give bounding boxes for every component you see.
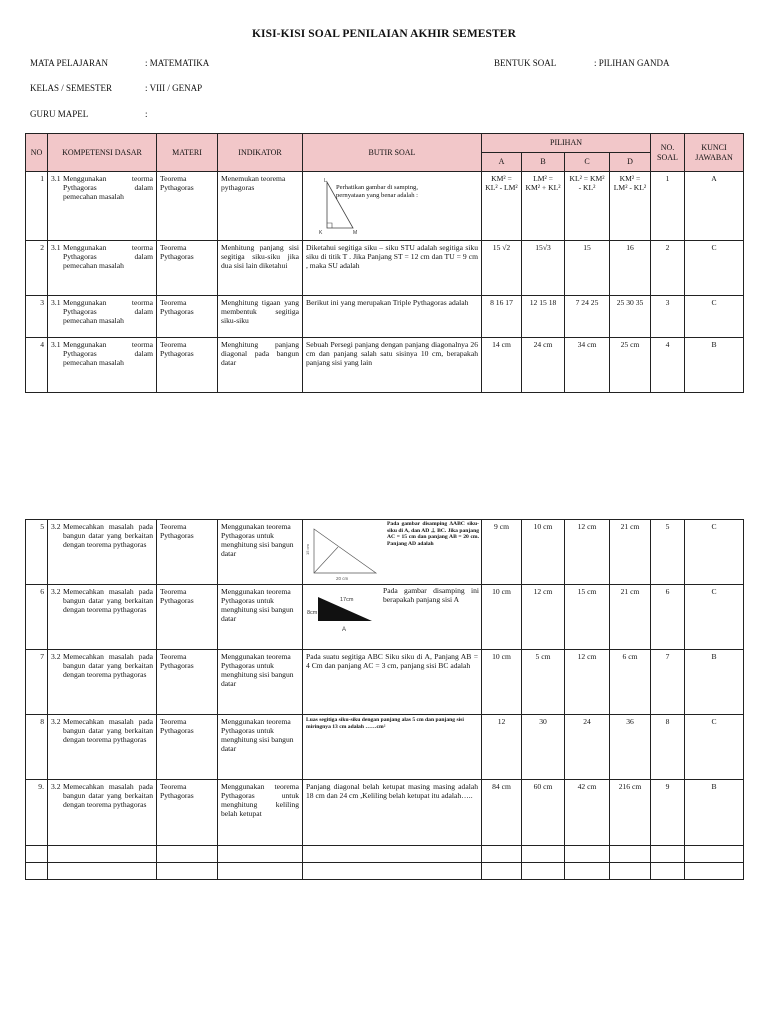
fig-label-a: A — [342, 627, 347, 633]
header-materi: MATERI — [157, 134, 218, 172]
black-triangle-figure — [306, 589, 380, 635]
nosoal: 5 — [651, 520, 685, 585]
option-a: 8 16 17 — [482, 296, 522, 338]
row-soal — [303, 172, 482, 241]
soal-text: Pada gambar disamping ini berapakah panjang sisi A — [383, 586, 479, 605]
header-c: C — [565, 153, 610, 172]
bentuk-value: : PILIHAN GANDA — [594, 58, 670, 68]
row-indikator: Menhitung panjang sisi segitiga siku-siku jika dua sisi lain diketahui — [218, 241, 303, 296]
option-a: 15 √2 — [482, 241, 522, 296]
row-materi: Teorema Pythagoras — [157, 780, 218, 846]
mapel-value: : MATEMATIKA — [145, 58, 210, 68]
header-b: B — [522, 153, 565, 172]
option-c: 15 — [565, 241, 610, 296]
kd-text: Menggunakan teorma Pythagoras dalam pemecahan masalah — [63, 298, 153, 326]
table-row — [26, 650, 744, 715]
row-materi: Teorema Pythagoras — [157, 172, 218, 241]
row-soal: Diketahui segitiga siku – siku STU adalah segitiga siku siku di titik T . Jika Panjang ST = 12 cm dan TU = 9 cm , maka SU adalah — [303, 241, 482, 296]
option-d: 25 30 35 — [610, 296, 651, 338]
kd-text: Memecahkan masalah pada bangun datar yang berkaitan dengan teorema pythagoras — [63, 652, 153, 680]
table-row — [26, 296, 744, 338]
header-no: NO — [26, 134, 48, 172]
table-row — [26, 780, 744, 846]
kelas-label: KELAS / SEMESTER — [30, 83, 113, 93]
fig-label-8cm: 8cm — [307, 610, 318, 616]
fig-label-17cm: 17cm — [340, 597, 354, 603]
row-soal: Berikut ini yang merupakan Triple Pythagoras adalah — [303, 296, 482, 338]
option-c: 7 24 25 — [565, 296, 610, 338]
header-d: D — [610, 153, 651, 172]
row-no: 5 — [26, 520, 48, 585]
kisi-table-2 — [25, 519, 744, 880]
fig-label-m: M — [353, 230, 358, 236]
row-soal — [303, 585, 482, 650]
kunci: C — [685, 296, 744, 338]
option-b: 5 cm — [522, 650, 565, 715]
option-a: 10 cm — [482, 650, 522, 715]
row-materi: Teorema Pythagoras — [157, 585, 218, 650]
document-title: KISI-KISI SOAL PENILAIAN AKHIR SEMESTER — [251, 28, 516, 40]
row-no: 7 — [26, 650, 48, 715]
option-a: 14 cm — [482, 338, 522, 393]
row-kd — [48, 338, 157, 393]
kd-text: Menggunakan teorma Pythagoras dalam pemecahan masalah — [63, 174, 153, 202]
nosoal: 4 — [651, 338, 685, 393]
kd-number: 3.1 — [51, 174, 61, 183]
kunci: C — [685, 241, 744, 296]
option-b: 24 cm — [522, 338, 565, 393]
option-a: 12 — [482, 715, 522, 780]
row-no: 8 — [26, 715, 48, 780]
row-kd — [48, 650, 157, 715]
option-a: KM² = KL² - LM² — [482, 172, 522, 241]
option-b: 30 — [522, 715, 565, 780]
row-no: 2 — [26, 241, 48, 296]
fig-label-15cm: 15 cm — [305, 544, 310, 555]
row-kd — [48, 241, 157, 296]
kunci: B — [685, 338, 744, 393]
kd-text: Memecahkan masalah pada bangun datar yang berkaitan dengan teorema pythagoras — [63, 522, 153, 550]
table-row — [26, 241, 744, 296]
row-materi: Teorema Pythagoras — [157, 296, 218, 338]
row-indikator: Menggunakan teorema Pythagoras untuk menghitung sisi bangun datar — [218, 585, 303, 650]
kd-number: 3.1 — [51, 243, 61, 252]
table-row — [26, 520, 744, 585]
row-indikator: Menghitung tigaan yang membentuk segitiga siku-siku — [218, 296, 303, 338]
fig-label-20cm: 20 cm — [336, 576, 349, 581]
kunci: C — [685, 715, 744, 780]
row-indikator: Menggunakan teorema Pythagoras untuk menghitung sisi bangun datar — [218, 715, 303, 780]
row-materi: Teorema Pythagoras — [157, 338, 218, 393]
header-indikator: INDIKATOR — [218, 134, 303, 172]
header-butir: BUTIR SOAL — [303, 134, 482, 172]
row-indikator: Menggunakan teorema Pythagoras untuk menghitung sisi bangun datar — [218, 520, 303, 585]
empty-row — [26, 863, 744, 880]
row-no: 3 — [26, 296, 48, 338]
mapel-label: MATA PELAJARAN — [30, 58, 109, 68]
option-a: 9 cm — [482, 520, 522, 585]
option-d: KM² = LM² - KL² — [610, 172, 651, 241]
option-a: 10 cm — [482, 585, 522, 650]
row-no: 1 — [26, 172, 48, 241]
row-soal: Panjang diagonal belah ketupat masing masing adalah 18 cm dan 24 cm ,Keliling belah ketupat itu adalah….. — [303, 780, 482, 846]
soal-text: Pada gambar disamping ΔABC siku-siku di A, dan AD ⊥ BC. Jika panjang AC = 15 cm dan panjang AB = 20 cm. Panjang AD adalah — [387, 521, 479, 548]
row-indikator: Menghitung panjang diagonal pada bangun datar — [218, 338, 303, 393]
option-b: 15√3 — [522, 241, 565, 296]
kunci: A — [685, 172, 744, 241]
header-nosoal: NO. SOAL — [651, 134, 685, 172]
kd-text: Menggunakan teorma Pythagoras dalam pemecahan masalah — [63, 243, 153, 271]
nosoal: 3 — [651, 296, 685, 338]
option-d: 216 cm — [610, 780, 651, 846]
guru-value: : — [145, 109, 148, 119]
row-soal: Pada suatu segitiga ABC Siku siku di A, Panjang AB = 4 Cm dan panjang AC = 3 cm, panjang sisi BC adalah — [303, 650, 482, 715]
option-b: 12 15 18 — [522, 296, 565, 338]
nosoal: 1 — [651, 172, 685, 241]
empty-row — [26, 846, 744, 863]
kisi-table-1 — [25, 133, 744, 393]
row-kd — [48, 780, 157, 846]
option-c: 12 cm — [565, 520, 610, 585]
option-a: 84 cm — [482, 780, 522, 846]
option-d: 21 cm — [610, 585, 651, 650]
row-soal: Sebuah Persegi panjang dengan panjang diagonalnya 26 cm dan panjang salah satu sisinya 10 cm, berapakah panjang sisi yang lain — [303, 338, 482, 393]
nosoal: 7 — [651, 650, 685, 715]
guru-label: GURU MAPEL — [30, 109, 89, 119]
row-indikator: Menggunakan teorema Pythagoras untuk menghitung keliling belah ketupat — [218, 780, 303, 846]
fig-label-l: L — [324, 178, 327, 184]
table-row — [26, 172, 744, 241]
soal-text: Perhatikan gambar di samping, pernyataan yang benar adalah : — [335, 184, 419, 199]
table-row — [26, 585, 744, 650]
option-c: 12 cm — [565, 650, 610, 715]
kd-number: 3.2 — [51, 652, 61, 661]
row-materi: Teorema Pythagoras — [157, 715, 218, 780]
option-b: LM² = KM² + KL² — [522, 172, 565, 241]
option-b: 60 cm — [522, 780, 565, 846]
nosoal: 6 — [651, 585, 685, 650]
option-c: 15 cm — [565, 585, 610, 650]
option-d: 36 — [610, 715, 651, 780]
kd-text: Memecahkan masalah pada bangun datar yang berkaitan dengan teorema pythagoras — [63, 587, 153, 615]
header-a: A — [482, 153, 522, 172]
header-kunci: KUNCI JAWABAN — [685, 134, 744, 172]
bentuk-label: BENTUK SOAL — [494, 58, 557, 68]
option-b: 10 cm — [522, 520, 565, 585]
kd-number: 3.2 — [51, 717, 61, 726]
option-d: 6 cm — [610, 650, 651, 715]
row-kd — [48, 715, 157, 780]
kunci: B — [685, 780, 744, 846]
option-b: 12 cm — [522, 585, 565, 650]
nosoal: 2 — [651, 241, 685, 296]
row-soal — [303, 520, 482, 585]
row-kd — [48, 172, 157, 241]
row-materi: Teorema Pythagoras — [157, 650, 218, 715]
kd-number: 3.1 — [51, 340, 61, 349]
row-no: 9. — [26, 780, 48, 846]
kd-text: Memecahkan masalah pada bangun datar yang berkaitan dengan teorema pythagoras — [63, 782, 153, 810]
option-c: 42 cm — [565, 780, 610, 846]
row-materi: Teorema Pythagoras — [157, 520, 218, 585]
kd-text: Menggunakan teorma Pythagoras dalam pemecahan masalah — [63, 340, 153, 368]
option-c: 34 cm — [565, 338, 610, 393]
kd-number: 3.2 — [51, 782, 61, 791]
row-materi: Teorema Pythagoras — [157, 241, 218, 296]
kd-number: 3.2 — [51, 522, 61, 531]
header-kd: KOMPETENSI DASAR — [48, 134, 157, 172]
kelas-value: : VIII / GENAP — [145, 83, 203, 93]
row-kd — [48, 520, 157, 585]
row-kd — [48, 585, 157, 650]
nosoal: 9 — [651, 780, 685, 846]
option-c: 24 — [565, 715, 610, 780]
kunci: C — [685, 520, 744, 585]
table-row — [26, 715, 744, 780]
table-row — [26, 338, 744, 393]
row-soal: Luas segitiga siku-siku dengan panjang alas 5 cm dan panjang sisi miringnya 13 cm adalah ……cm² — [303, 715, 482, 780]
row-indikator: Menemukan teorema pythagoras — [218, 172, 303, 241]
kd-number: 3.1 — [51, 298, 61, 307]
triangle-abc-figure — [306, 523, 382, 581]
kd-text: Memecahkan masalah pada bangun datar yang berkaitan dengan teorema pythagoras — [63, 717, 153, 745]
kunci: C — [685, 585, 744, 650]
row-no: 4 — [26, 338, 48, 393]
option-d: 16 — [610, 241, 651, 296]
row-no: 6 — [26, 585, 48, 650]
nosoal: 8 — [651, 715, 685, 780]
option-d: 21 cm — [610, 520, 651, 585]
header-pilihan: PILIHAN — [482, 134, 651, 153]
fig-label-k: K — [319, 230, 323, 236]
row-indikator: Menggunakan teorema Pythagoras untuk menghitung sisi bangun datar — [218, 650, 303, 715]
kd-number: 3.2 — [51, 587, 61, 596]
kunci: B — [685, 650, 744, 715]
option-c: KL² = KM² - KL² — [565, 172, 610, 241]
option-d: 25 cm — [610, 338, 651, 393]
row-kd — [48, 296, 157, 338]
